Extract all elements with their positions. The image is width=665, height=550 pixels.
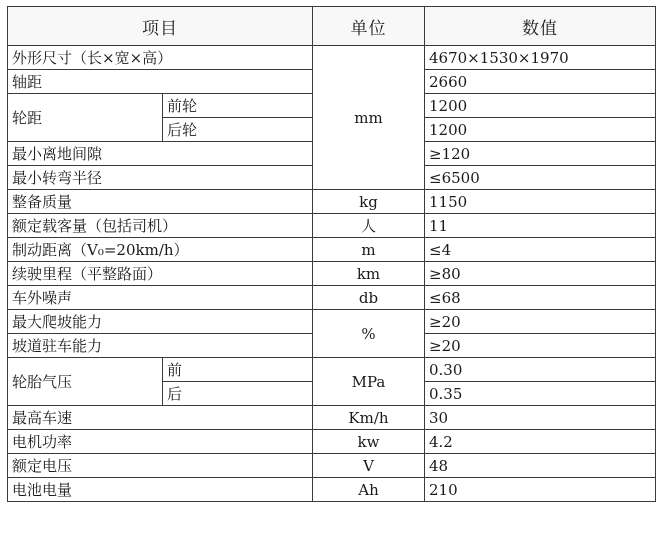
table-row: [8, 190, 656, 214]
row-value: 11: [425, 214, 656, 238]
table-row: [8, 406, 656, 430]
row-sublabel: 后轮: [163, 118, 313, 142]
row-value: 0.30: [425, 358, 656, 382]
row-label: 整备质量: [8, 190, 313, 214]
row-unit: Km/h: [313, 406, 425, 430]
row-sublabel: 前轮: [163, 94, 313, 118]
row-unit: km: [313, 262, 425, 286]
row-label: 车外噪声: [8, 286, 313, 310]
row-unit: V: [313, 454, 425, 478]
row-value: 0.35: [425, 382, 656, 406]
row-value: ≤4: [425, 238, 656, 262]
table-row: [8, 430, 656, 454]
table-row: [8, 286, 656, 310]
row-label: 坡道驻车能力: [8, 334, 313, 358]
table-row: [8, 358, 656, 382]
row-unit: Ah: [313, 478, 425, 502]
row-label: 制动距离（V₀=20km/h）: [8, 238, 313, 262]
table-row: [8, 478, 656, 502]
row-value: ≥80: [425, 262, 656, 286]
table-row: [8, 262, 656, 286]
row-value: 210: [425, 478, 656, 502]
spec-table: [7, 6, 656, 502]
row-label: 额定电压: [8, 454, 313, 478]
row-sublabel: 后: [163, 382, 313, 406]
row-label: 最小转弯半径: [8, 166, 313, 190]
table-row: [8, 238, 656, 262]
unit-mm: mm: [313, 46, 425, 190]
header-unit: 单位: [313, 7, 425, 46]
row-value: ≤68: [425, 286, 656, 310]
row-label: 最高车速: [8, 406, 313, 430]
row-label: 轮距: [8, 94, 163, 142]
row-value: ≥120: [425, 142, 656, 166]
row-value: 4670×1530×1970: [425, 46, 656, 70]
row-value: 1200: [425, 94, 656, 118]
row-label: 额定载客量（包括司机）: [8, 214, 313, 238]
row-unit: 人: [313, 214, 425, 238]
row-label: 轮胎气压: [8, 358, 163, 406]
spec-table-container: [7, 6, 656, 502]
table-row: [8, 310, 656, 334]
row-value: 1150: [425, 190, 656, 214]
row-sublabel: 前: [163, 358, 313, 382]
table-row: [8, 214, 656, 238]
row-label: 轴距: [8, 70, 313, 94]
row-unit: db: [313, 286, 425, 310]
row-value: ≥20: [425, 334, 656, 358]
row-label: 电机功率: [8, 430, 313, 454]
row-value: 30: [425, 406, 656, 430]
row-value: ≥20: [425, 310, 656, 334]
table-row: [8, 46, 656, 70]
header-item: 项目: [8, 7, 313, 46]
row-label: 续驶里程（平整路面）: [8, 262, 313, 286]
header-row: [8, 7, 656, 46]
row-label: 电池电量: [8, 478, 313, 502]
unit-percent: %: [313, 310, 425, 358]
table-row: [8, 454, 656, 478]
row-value: ≤6500: [425, 166, 656, 190]
row-value: 4.2: [425, 430, 656, 454]
row-value: 1200: [425, 118, 656, 142]
unit-mpa: MPa: [313, 358, 425, 406]
row-value: 2660: [425, 70, 656, 94]
row-unit: kw: [313, 430, 425, 454]
row-unit: m: [313, 238, 425, 262]
header-value: 数值: [425, 7, 656, 46]
row-label: 最小离地间隙: [8, 142, 313, 166]
row-unit: kg: [313, 190, 425, 214]
row-label: 外形尺寸（长×宽×高）: [8, 46, 313, 70]
row-value: 48: [425, 454, 656, 478]
row-label: 最大爬坡能力: [8, 310, 313, 334]
